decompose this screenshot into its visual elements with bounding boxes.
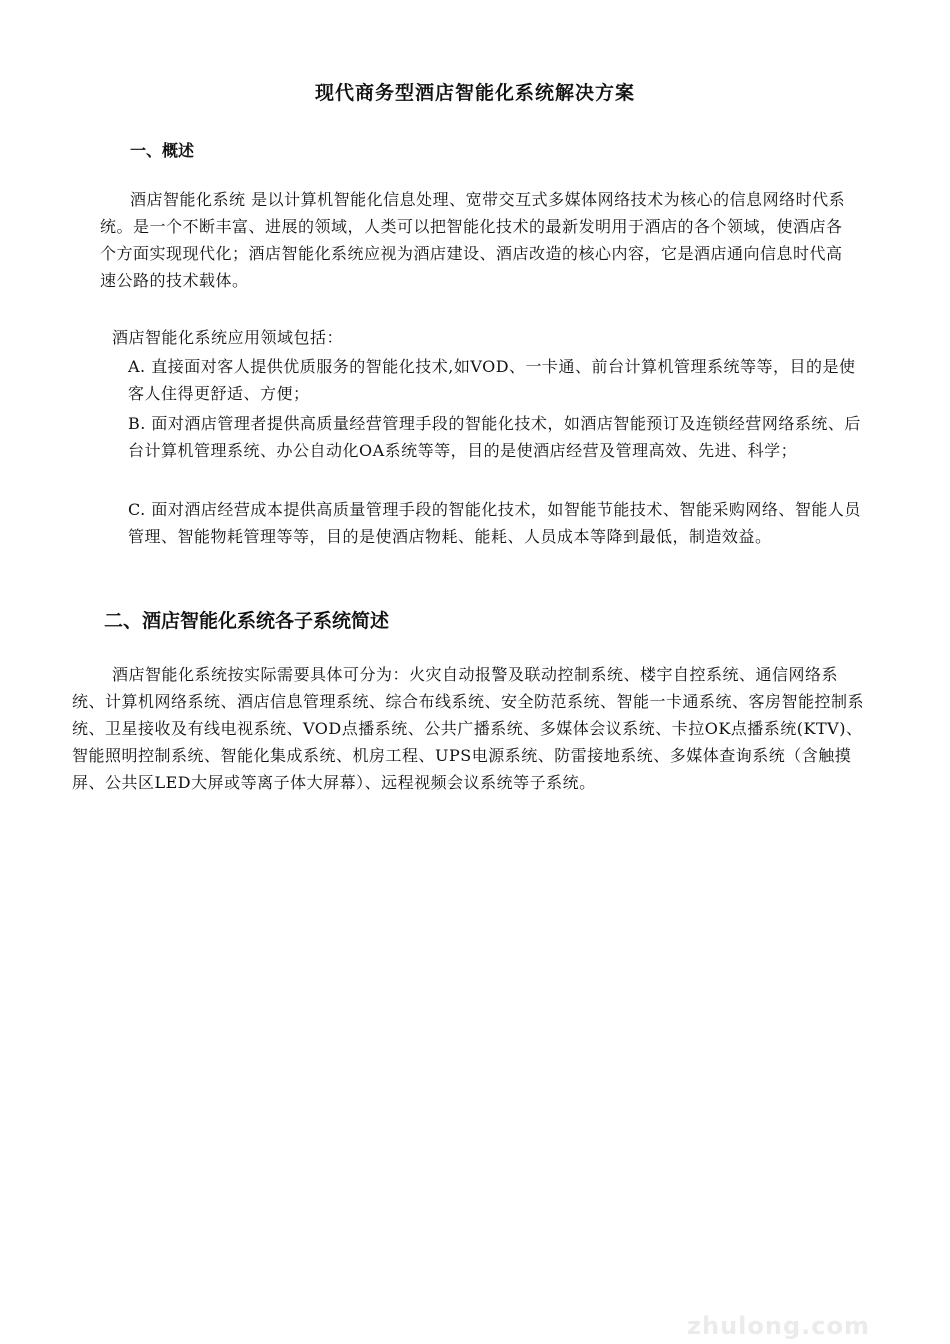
- overview-paragraph: 酒店智能化系统 是以计算机智能化信息处理、宽带交互式多媒体网络技术为核心的信息网络时代系统。是一个不断丰富、进展的领域，人类可以把智能化技术的最新发明用于酒店的各个领域，使酒店各个方面实现现代化；酒店智能化系统应视为酒店建设、酒店改造的核心内容，它是酒店通向信息时代高速公路的技术载体。: [100, 190, 846, 290]
- document-title: 现代商务型酒店智能化系统解决方案: [314, 82, 635, 104]
- section-heading-overview: 一、概述: [130, 141, 195, 160]
- section-heading-subsystems: 二、酒店智能化系统各子系统简述: [104, 610, 390, 632]
- list-item: [128, 496, 863, 550]
- list-item-b-text: B. 面对酒店管理者提供高质量经营管理手段的智能化技术，如酒店智能预订及连锁经营网络系统、后台计算机管理系统、办公自动化OA系统等等，目的是使酒店经营及管理高效、先进、科学；: [128, 414, 861, 460]
- subsystems-paragraph: 酒店智能化系统按实际需要具体可分为：火灾自动报警及联动控制系统、楼宇自控系统、通信网络系统、计算机网络系统、酒店信息管理系统、综合布线系统、安全防范系统、智能一卡通系统、客房智能控制系统、卫星接收及有线电视系统、VOD点播系统、公共广播系统、多媒体会议系统、卡拉OK点播系统(KTV)、智能照明控制系统、智能化集成系统、机房工程、UPS电源系统、防雷接地系统、多媒体查询系统（含触摸屏、公共区LED大屏或等离子体大屏幕）、远程视频会议系统等子系统。: [72, 665, 865, 792]
- list-item-c-text: C. 面对酒店经营成本提供高质量管理手段的智能化技术，如智能节能技术、智能采购网络、智能人员管理、智能物耗管理等等，目的是使酒店物耗、能耗、人员成本等降到最低，制造效益。: [128, 500, 861, 546]
- list-item: [128, 353, 863, 407]
- list-item-a-text: A. 直接面对客人提供优质服务的智能化技术,如VOD、一卡通、前台计算机管理系统等等，目的是使客人住得更舒适、方便；: [128, 357, 856, 403]
- watermark: zhulong.com: [687, 1312, 870, 1340]
- application-areas-intro: 酒店智能化系统应用领域包括：: [112, 328, 344, 347]
- list-item: [128, 410, 863, 464]
